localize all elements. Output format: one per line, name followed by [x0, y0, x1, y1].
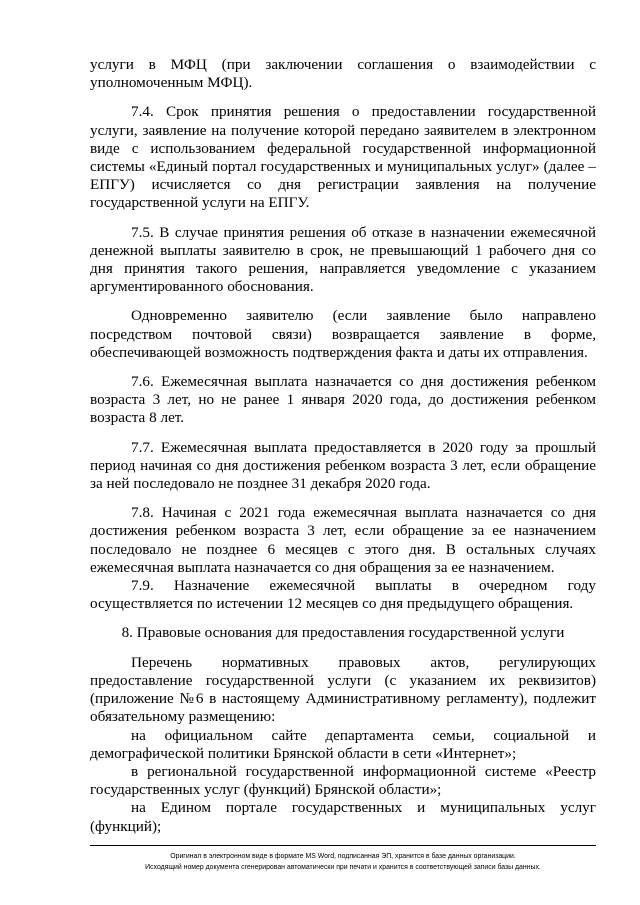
footer-line-number: Исходящий номер документа сгенерирован автоматически при печати и хранится в соответствующей записи базы данных.	[145, 864, 541, 871]
paragraph-7-8: 7.8. Начиная с 2021 года ежемесячная выплата назначается со дня достижения ребенком возраста 3 лет, если обращение за ее назначением последовало не позднее 6 месяцев с этого дня. В остальных случаях ежемесячная выплата назначается со дня обращения за ее назначением.	[90, 504, 596, 576]
paragraph-7-6: 7.6. Ежемесячная выплата назначается со дня достижения ребенком возраста 3 лет, но не ранее 1 января 2020 года, до достижения ребенком возраста 8 лет.	[90, 373, 596, 427]
paragraph-7-5: 7.5. В случае принятия решения об отказе в назначении ежемесячной денежной выплаты заявителю в срок, не превышающий 1 рабочего дня со дня принятия такого решения, направляется уведомление с указанием аргументированного обоснования.	[90, 223, 596, 296]
footer-line-original: Оригинал в электронном виде в формате MS Word, подписанная ЭП, хранится в базе данных организации.	[170, 853, 516, 860]
list-item-regional-registry: в региональной государственной информационной системе «Реестр государственных услуг (функций) Брянской области»;	[90, 762, 596, 799]
paragraph-continuation: услуги в МФЦ (при заключении соглашения о взаимодействии с уполномоченным МФЦ).	[90, 56, 596, 92]
page-footer	[90, 851, 596, 873]
list-item-unified-portal: на Едином портале государственных и муниципальных услуг (функций);	[90, 799, 596, 835]
document-body	[90, 56, 596, 836]
section-heading-8: 8. Правовые основания для предоставления государственной услуги	[121, 624, 565, 642]
list-item-department-site: на официальном сайте департамента семьи, социальной и демографической политики Брянской области в сети «Интернет»;	[90, 726, 596, 762]
paragraph-list-intro: Перечень нормативных правовых актов, регулирующих предоставление государственной услуги (с указанием их реквизитов) (приложение №6 в настоящему Административному регламенту), подлежит обязательному размещению:	[90, 653, 596, 726]
paragraph-simultaneously: Одновременно заявителю (если заявление было направлено посредством почтовой связи) возвращается заявление в форме, обеспечивающей возможность подтверждения факта и даты их отправления.	[90, 307, 596, 361]
footer-divider	[90, 845, 596, 846]
paragraph-7-4: 7.4. Срок принятия решения о предоставлении государственной услуги, заявление на получение которой передано заявителем в электронном виде с использованием федеральной государственной информационной системы «Единый портал государственных и муниципальных услуг» (далее – ЕПГУ) исчисляется со дня регистрации заявления на получение государственной услуги на ЕПГУ.	[90, 103, 596, 212]
paragraph-7-7: 7.7. Ежемесячная выплата предоставляется в 2020 году за прошлый период начиная со дня достижения ребенком возраста 3 лет, если обращение за ней последовало не позднее 31 декабря 2020 года.	[90, 438, 596, 493]
paragraph-7-9: 7.9. Назначение ежемесячной выплаты в очередном году осуществляется по истечении 12 месяцев со дня предыдущего обращения.	[90, 577, 596, 613]
